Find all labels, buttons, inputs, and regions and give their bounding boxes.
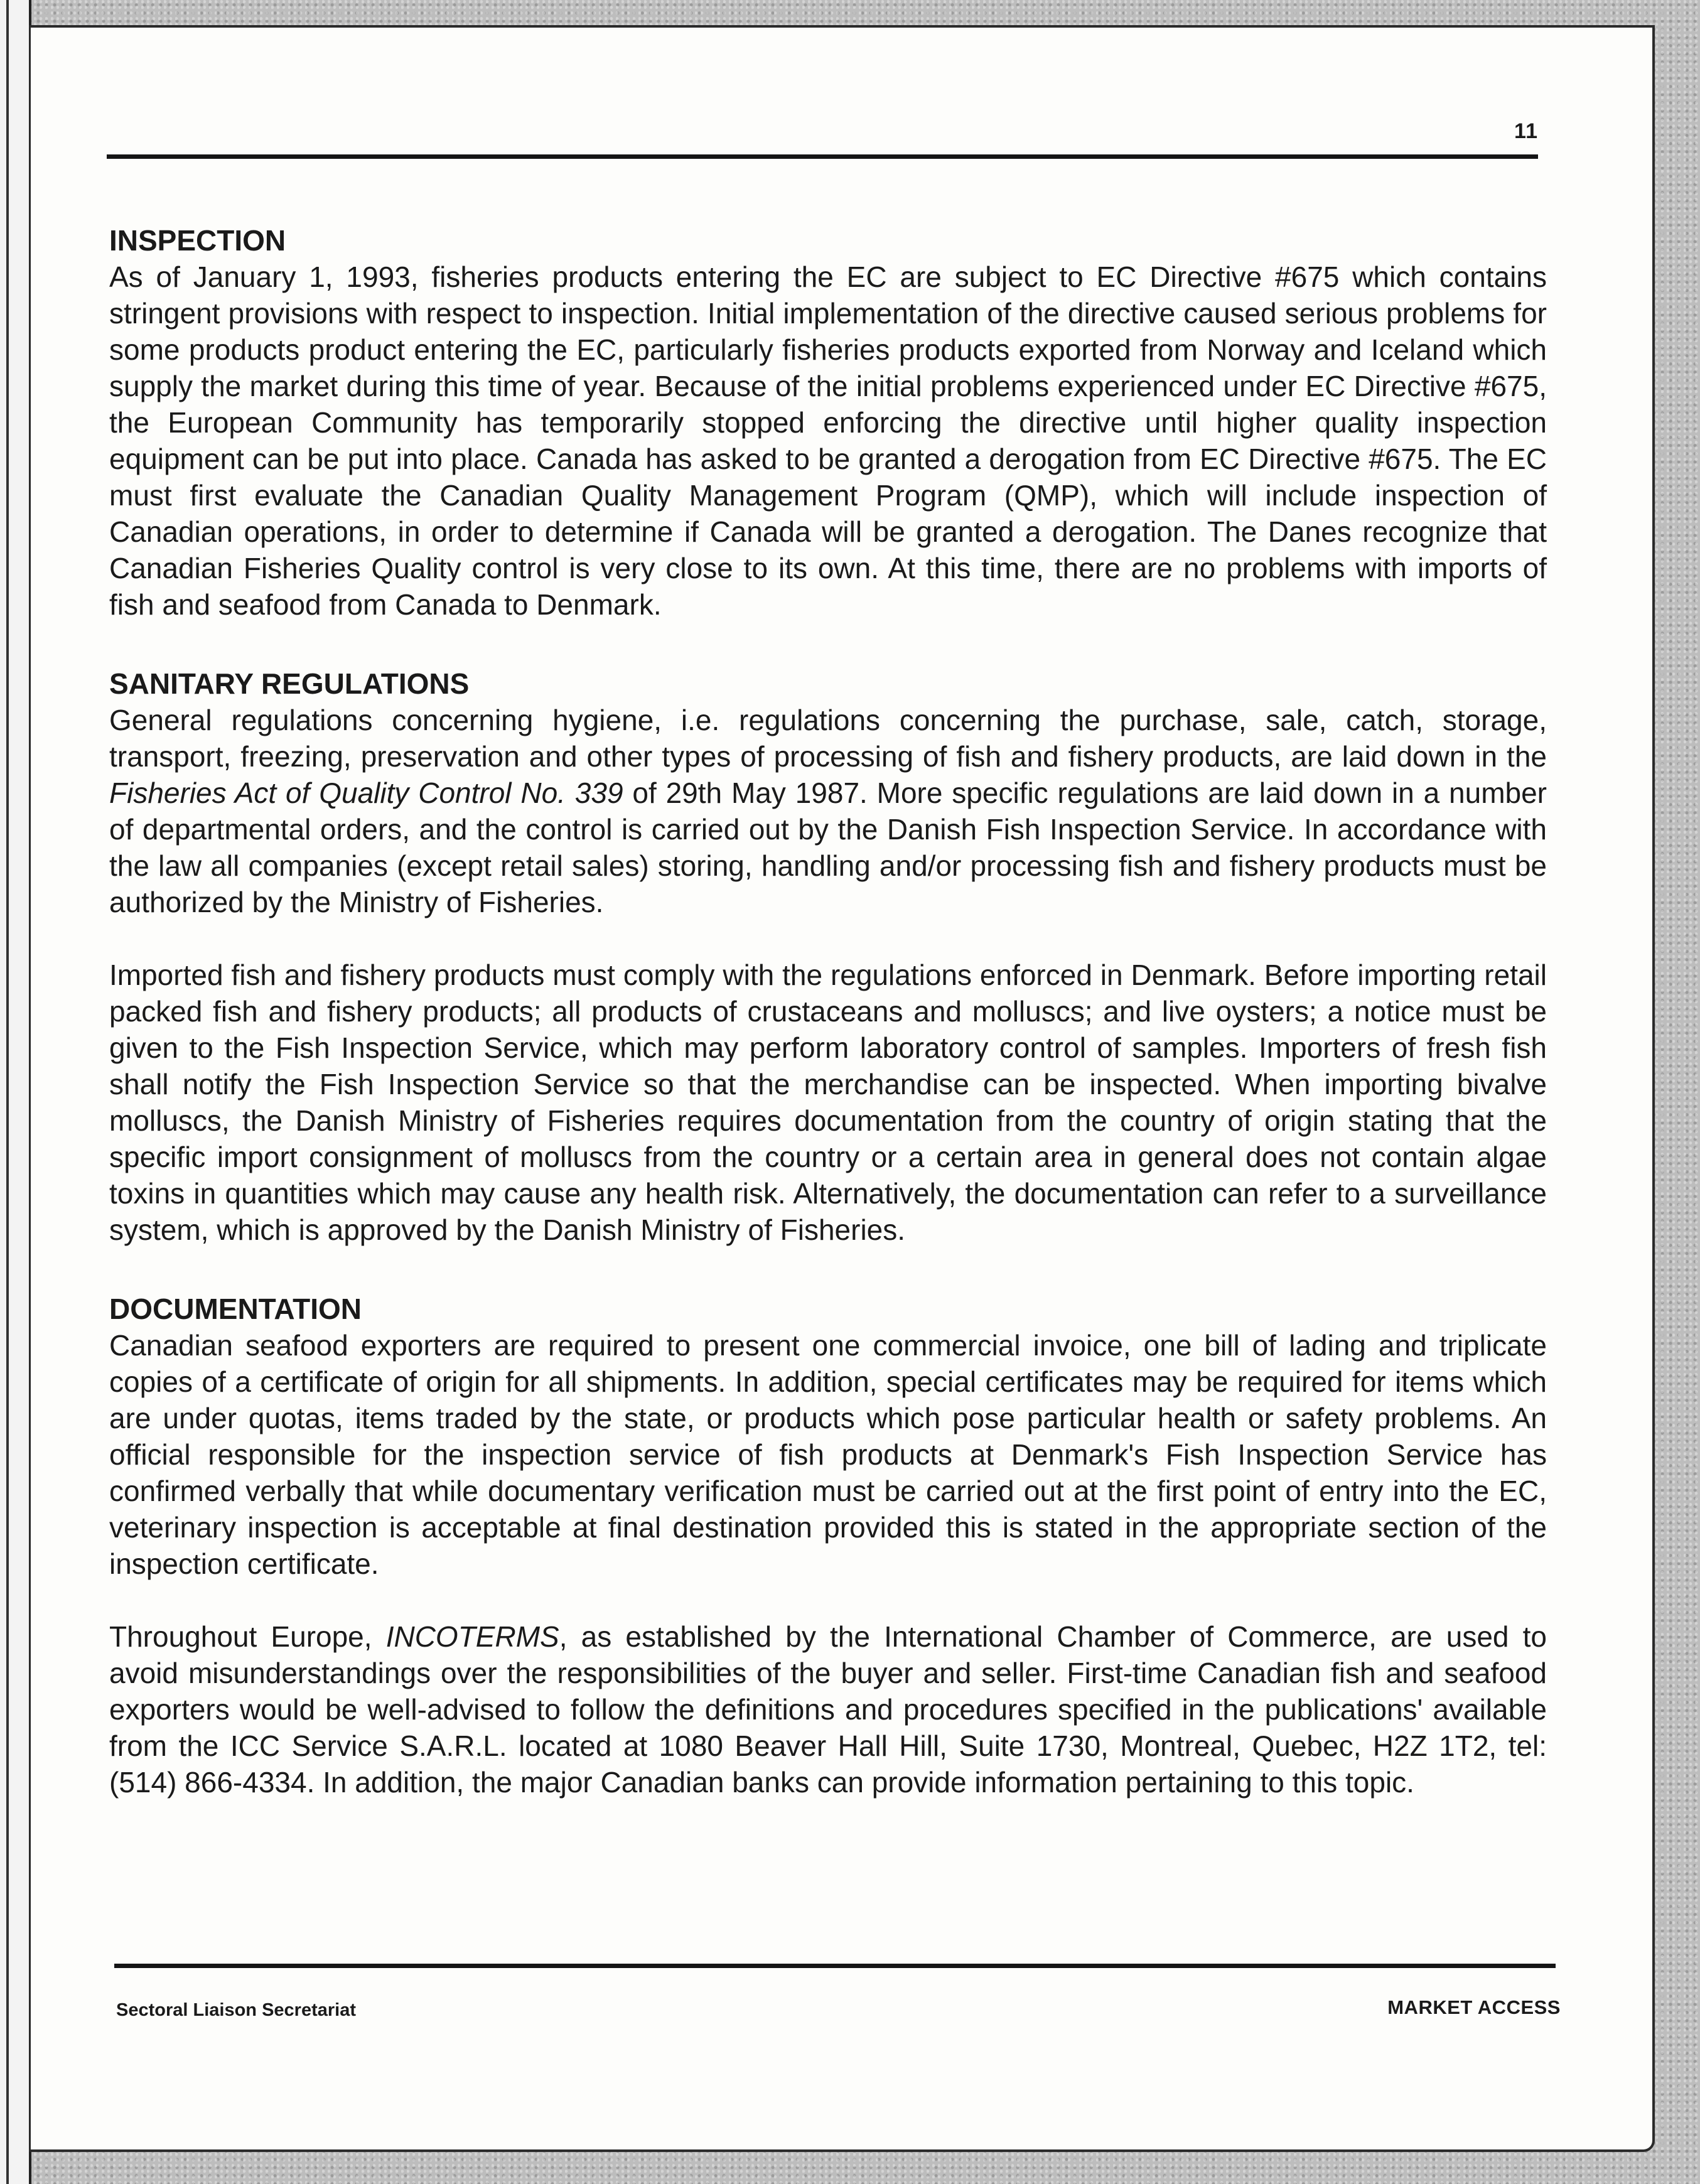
header-rule — [107, 154, 1538, 159]
sanitary-regulations-heading: SANITARY REGULATIONS — [109, 667, 470, 700]
footer-organization: Sectoral Liaison Secretariat — [116, 2000, 356, 2020]
page-content — [109, 222, 1547, 1800]
documentation-section — [109, 1291, 1547, 1800]
footer-rule — [114, 1964, 1556, 1968]
sanitary-paragraph-2: Imported fish and fishery products must comply with the regulations enforced in Denmark. Before importing retail packed fish and fishery products; all products of crustaceans and molluscs; and live oysters; a notice must be given to the Fish Inspection Service, which may perform laboratory control of samples. Importers of fresh fish shall notify the Fish Inspection Service so that the merchandise can be inspected. When importing bivalve molluscs, the Danish Ministry of Fisheries requires documentation from the country of origin stating that the specific import consignment of molluscs from the country or a certain area in general does not contain algae toxins in quantities which may cause any health risk. Alternatively, the documentation can refer to a surveillance system, which is approved by the Danish Ministry of Fisheries. — [109, 959, 1547, 1246]
sanitary-p1-text-a: General regulations concerning hygiene, i.e. regulations concerning the purchase, sale, catch, storage, transport, freezing, preservation and other types of processing of fish and fishery products, are laid down in the — [109, 704, 1547, 773]
binder-edge — [0, 0, 31, 2184]
sanitary-regulations-section — [109, 665, 1547, 1248]
inspection-heading: INSPECTION — [109, 224, 286, 257]
footer-section-label: MARKET ACCESS — [1387, 1996, 1561, 2018]
inspection-section — [109, 222, 1547, 623]
documentation-p2-text-a: Throughout Europe, — [109, 1620, 386, 1653]
documentation-paragraph-2 — [109, 1618, 1547, 1800]
sanitary-paragraph-1 — [109, 702, 1547, 920]
inspection-paragraph: As of January 1, 1993, fisheries products entering the EC are subject to EC Directive #675 which contains stringent provisions with respect to inspection. Initial implementation of the directive caused serious problems for some products product entering the EC, particularly fisheries products exported from Norway and Iceland which supply the market during this time of year. Because of the initial problems experienced under EC Directive #675, the European Community has temporarily stopped enforcing the directive until higher quality inspection equipment can be put into place. Canada has asked to be granted a derogation from EC Directive #675. The EC must first evaluate the Canadian Quality Management Program (QMP), which will include inspection of Canadian operations, in order to determine if Canada will be granted a derogation. The Danes recognize that Canadian Fisheries Quality control is very close to its own. At this time, there are no problems with imports of fish and seafood from Canada to Denmark. — [109, 261, 1547, 621]
sanitary-p1-text-b: of 29th May 1987. More specific regulations are laid down in a number of departmental orders, and the control is carried out by the Danish Fish Inspection Service. In accordance with the law all companies (except retail sales) storing, handling and/or processing fish and fishery products must be authorized by the Ministry of Fisheries. — [109, 777, 1547, 918]
page-number: 11 — [1514, 119, 1538, 143]
fisheries-act-title: Fisheries Act of Quality Control No. 339 — [109, 777, 623, 809]
documentation-paragraph-1: Canadian seafood exporters are required to present one commercial invoice, one bill of lading and triplicate copies of a certificate of origin for all shipments. In addition, special certificates may be required for items which are under quotas, items traded by the state, or products which pose particular health or safety problems. An official responsible for the inspection service of fish products at Denmark's Fish Inspection Service has confirmed verbally that while documentary verification must be carried out at the first point of entry into the EC, veterinary inspection is acceptable at final destination provided this is stated in the appropriate section of the inspection certificate. — [109, 1329, 1547, 1580]
documentation-p2-text-b: , as established by the International Chamber of Commerce, are used to avoid misunderstandings over the responsibilities of the buyer and seller. First-time Canadian fish and seafood exporters would be well-advised to follow the definitions and procedures specified in the publications' available from the ICC Service S.A.R.L. located at 1080 Beaver Hall Hill, Suite 1730, Montreal, Quebec, H2Z 1T2, tel:(514) 866-4334. In addition, the major Canadian banks can provide information pertaining to this topic. — [109, 1620, 1547, 1799]
documentation-heading: DOCUMENTATION — [109, 1293, 362, 1325]
incoterms-term: INCOTERMS — [385, 1620, 559, 1653]
